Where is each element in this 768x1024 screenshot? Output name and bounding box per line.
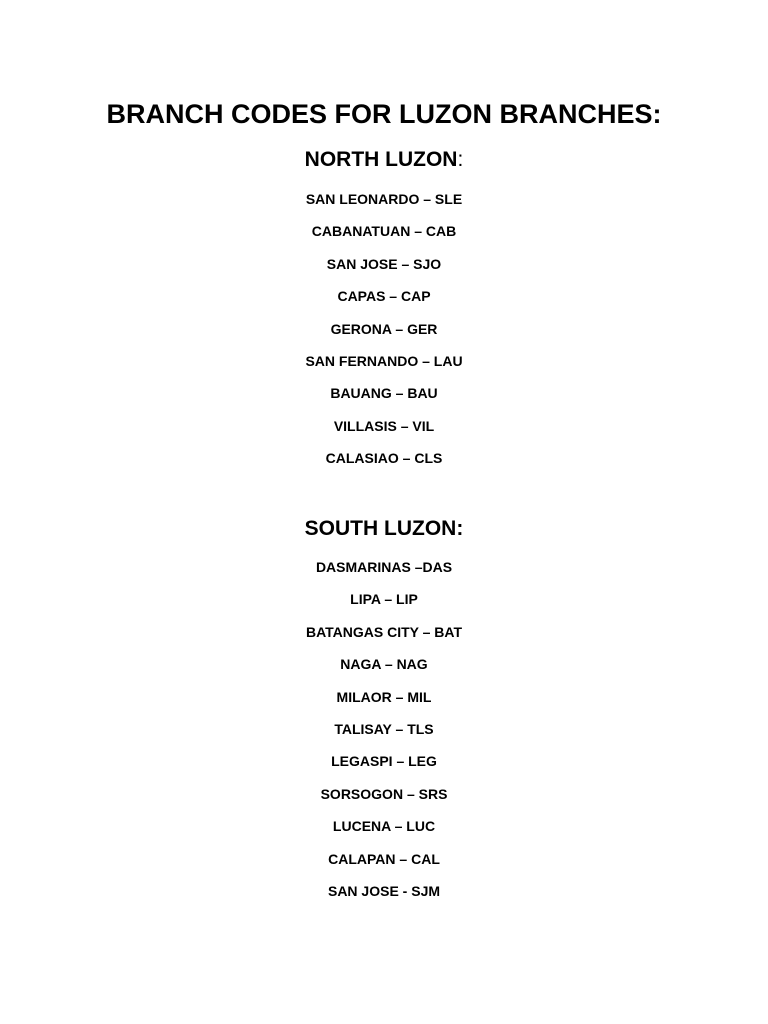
branch-item: DASMARINAS –DAS	[315, 559, 453, 575]
page-title: BRANCH CODES FOR LUZON BRANCHES:	[106, 99, 662, 129]
branch-item: VILLASIS – VIL	[333, 417, 435, 434]
branch-item: TALISAY – TLS	[334, 720, 434, 737]
branch-item: SAN FERNANDO – LAU	[305, 352, 463, 369]
branch-item: NAGA – NAG	[340, 656, 428, 673]
north-luzon-heading-text: NORTH LUZON	[304, 148, 458, 171]
branch-item: GERONA – GER	[330, 320, 438, 337]
branch-item: BATANGAS CITY – BAT	[305, 623, 463, 640]
north-luzon-heading	[0, 145, 768, 175]
branch-item: LEGASPI – LEG	[331, 753, 437, 770]
branch-item: MILAOR – MIL	[336, 688, 432, 705]
branch-item: SAN JOSE – SJO	[326, 255, 442, 272]
branch-item: SORSOGON – SRS	[320, 785, 448, 802]
branch-item: LIPA – LIP	[350, 591, 418, 608]
north-luzon-heading-colon: :	[457, 148, 464, 171]
branch-item: CAPAS – CAP	[337, 288, 431, 305]
branch-item: CALASIAO – CLS	[325, 450, 443, 467]
branch-item: SAN JOSE - SJM	[327, 882, 441, 899]
south-luzon-heading: SOUTH LUZON:	[304, 517, 464, 540]
north-luzon-branch-list	[0, 188, 768, 480]
branch-item: CALAPAN – CAL	[328, 850, 440, 867]
branch-item: SAN LEONARDO – SLE	[305, 191, 463, 207]
branch-item: CABANATUAN – CAB	[311, 223, 457, 240]
branch-item: LUCENA – LUC	[332, 818, 436, 835]
south-luzon-branch-list	[0, 556, 768, 912]
branch-item: BAUANG – BAU	[330, 385, 438, 402]
